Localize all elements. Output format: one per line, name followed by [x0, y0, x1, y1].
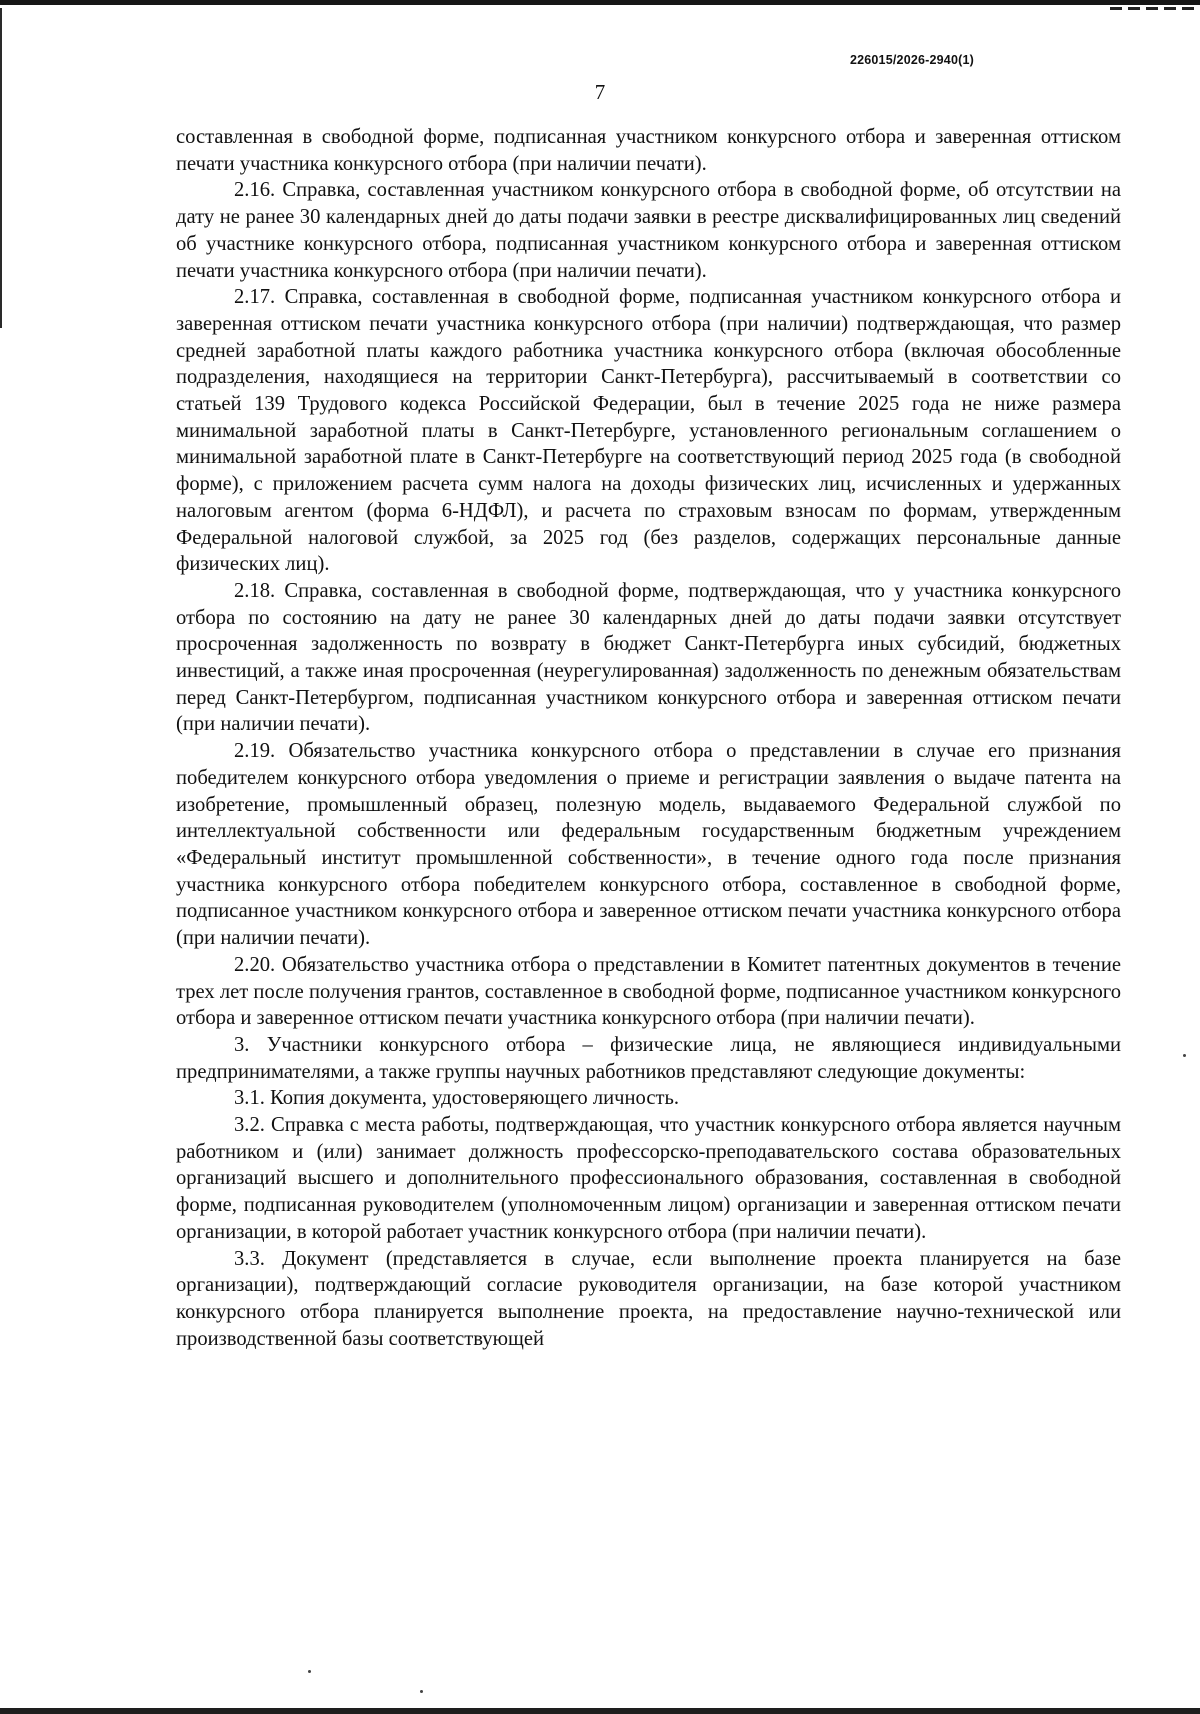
page-number: 7 — [594, 80, 606, 104]
paragraph-2-19: 2.19. Обязательство участника конкурсного отбора о представлении в случае его признания победителем конкурсного отбора уведомления о приеме и регистрации заявления о выдаче патента на изобретение, промышленный образец, полезную модель, выдаваемого Федеральной службой по интеллектуальной собственности или федеральным государственным бюджетным учреждением «Федеральный институт промышленной собственности», в течение одного года после признания участника конкурсного отбора победителем конкурсного отбора, составленное в свободной форме, подписанное участником конкурсного отбора и заверенное оттиском печати участника конкурсного отбора (при наличии печати). — [176, 740, 1121, 950]
scan-speck — [420, 1690, 423, 1693]
scan-speck — [1183, 1054, 1186, 1057]
paragraph-3-3: 3.3. Документ (представляется в случае, если выполнение проекта планируется на базе организации), подтверждающий согласие руководителя организации, на базе которой участником конкурсного отбора планируется выполнение проекта, на предоставление научно-технической или производственной базы соответствующей — [176, 1247, 1121, 1350]
paragraph-2-20: 2.20. Обязательство участника отбора о представлении в Комитет патентных документов в течение трех лет после получения грантов, составленное в свободной форме, подписанное участником конкурсного отбора и заверенное оттиском печати участника конкурсного отбора (при наличии печати). — [176, 953, 1122, 1030]
paragraph-2-16: 2.16. Справка, составленная участником конкурсного отбора в свободной форме, об отсутствии на дату не ранее 30 календарных дней до даты подачи заявки в реестре дисквалифицированных лиц сведений об участнике конкурсного отбора, подписанная участником конкурсного отбора и заверенная оттиском печати участника конкурсного отбора (при наличии печати). — [176, 179, 1121, 282]
scan-edge-left — [0, 8, 2, 328]
registration-number: 226015/2026-2940(1) — [849, 53, 974, 67]
scan-edge-top — [0, 0, 1200, 5]
paragraph-2-17: 2.17. Справка, составленная в свободной форме, подписанная участником конкурсного отбора и заверенная оттиском печати участника конкурсного отбора (при наличии) подтверждающая, что размер средней заработной платы каждого работника участника конкурсного отбора (включая обособленные подразделения, находящиеся на территории Санкт-Петербурга), рассчитываемый в соответствии со статьей 139 Трудового кодекса Российской Федерации, был в течение 2025 года не ниже размера минимальной заработной платы в Санкт-Петербурге, установленного региональным соглашением о минимальной заработной плате в Санкт-Петербурге на соответствующий период 2025 года (в свободной форме), с приложением расчета сумм налога на доходы физических лиц, исчисленных и удержанных налоговым агентом (форма 6-НДФЛ), и расчета по страховым взносам по формам, утвержденным Федеральной налоговой службой, за 2025 год (без разделов, содержащих персональные данные физических лиц). — [176, 286, 1121, 576]
scan-speck — [308, 1670, 311, 1673]
paragraph-3: 3. Участники конкурсного отбора – физические лица, не являющиеся индивидуальными предпринимателями, а также группы научных работников представляют следующие документы: — [176, 1033, 1121, 1083]
paragraph-3-1: 3.1. Копия документа, удостоверяющего личность. — [234, 1087, 679, 1110]
document-body — [176, 124, 1121, 1352]
scan-edge-bottom — [0, 1708, 1200, 1714]
scan-edge-top-right — [1110, 7, 1200, 10]
paragraph-3-2: 3.2. Справка с места работы, подтверждающая, что участник конкурсного отбора является научным работником и (или) занимает должность профессорско-преподавательского состава образовательных организаций высшего и дополнительного профессионального образования, составленная в свободной форме, подписанная руководителем (уполномоченным лицом) организации и заверенная оттиском печати организации, в которой работает участник конкурсного отбора (при наличии печати). — [176, 1114, 1121, 1243]
paragraph-2-18: 2.18. Справка, составленная в свободной форме, подтверждающая, что у участника конкурсного отбора по состоянию на дату не ранее 30 календарных дней до даты подачи заявки отсутствует просроченная задолженность по возврату в бюджет Санкт-Петербурга иных субсидий, бюджетных инвестиций, а также иная просроченная (неурегулированная) задолженность по денежным обязательствам перед Санкт-Петербургом, подписанная участником конкурсного отбора и заверенная оттиском печати (при наличии печати). — [176, 579, 1121, 736]
paragraph-continuation: составленная в свободной форме, подписанная участником конкурсного отбора и заверенная оттиском печати участника конкурсного отбора (при наличии печати). — [176, 126, 1121, 175]
